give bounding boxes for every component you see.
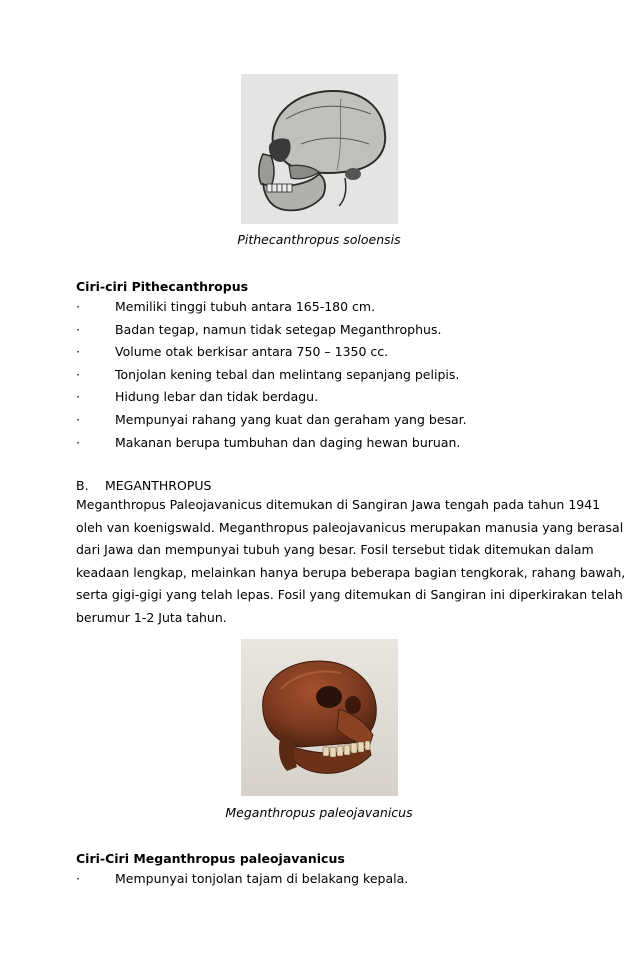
bullet-icon: · <box>76 389 80 405</box>
paragraph-line: keadaan lengkap, melainkan hanya berupa beberapa bagian tengkorak, rahang bawah, <box>76 564 626 580</box>
bullet-icon: · <box>76 299 80 314</box>
list-item <box>76 341 566 364</box>
list-item <box>76 364 566 387</box>
list-item <box>76 432 566 455</box>
paragraph-line: dari Jawa dan mempunyai tubuh yang besar. Fosil tersebut tidak ditemukan dalam <box>76 542 594 558</box>
paragraph-line: Meganthropus Paleojavanicus ditemukan di Sangiran Jawa tengah pada tahun 1941 <box>76 497 601 512</box>
bullet-icon: · <box>76 344 80 360</box>
list-item-text: Volume otak berkisar antara 750 – 1350 cc. <box>115 344 389 360</box>
list-item <box>76 386 566 409</box>
section2-paragraph <box>76 494 626 630</box>
meganthropus-skull-image <box>241 639 398 796</box>
section1-heading: Ciri-ciri Pithecanthropus <box>76 279 249 294</box>
list-item-text: Mempunyai rahang yang kuat dan geraham yang besar. <box>115 411 467 427</box>
bullet-icon: · <box>76 434 80 450</box>
list-item-text: Badan tegap, namun tidak setegap Meganthrophus. <box>115 321 442 337</box>
section3-bullet-list <box>76 868 566 891</box>
section-title: MEGANTHROPUS <box>105 478 212 493</box>
paragraph-line: serta gigi-gigi yang telah lepas. Fosil yang ditemukan di Sangiran ini diperkirakan telah <box>76 587 623 603</box>
paragraph-line: berumur 1-2 Juta tahun. <box>76 609 227 625</box>
bullet-icon: · <box>76 366 80 382</box>
pithecanthropus-skull-image <box>241 74 398 224</box>
paragraph-line: oleh van koenigswald. Meganthropus paleojavanicus merupakan manusia yang berasal <box>76 519 624 535</box>
list-item-text: Memiliki tinggi tubuh antara 165-180 cm. <box>115 299 376 314</box>
bullet-icon: · <box>76 871 80 886</box>
list-item <box>76 868 566 891</box>
list-item-text: Makanan berupa tumbuhan dan daging hewan buruan. <box>115 434 461 450</box>
list-item <box>76 409 566 432</box>
list-item <box>76 319 566 342</box>
bullet-icon: · <box>76 321 80 337</box>
list-item-text: Mempunyai tonjolan tajam di belakang kepala. <box>115 871 409 886</box>
list-item-text: Hidung lebar dan tidak berdagu. <box>115 389 319 405</box>
figure2-caption: Meganthropus paleojavanicus <box>225 805 413 820</box>
section3-heading: Ciri-Ciri Meganthropus paleojavanicus <box>76 851 345 866</box>
list-item <box>76 296 566 319</box>
list-item-text: Tonjolan kening tebal dan melintang sepanjang pelipis. <box>115 366 460 382</box>
bullet-icon: · <box>76 411 80 427</box>
section-letter: B. <box>76 478 89 493</box>
section1-bullet-list <box>76 296 566 454</box>
figure1-caption: Pithecanthropus soloensis <box>237 232 401 247</box>
